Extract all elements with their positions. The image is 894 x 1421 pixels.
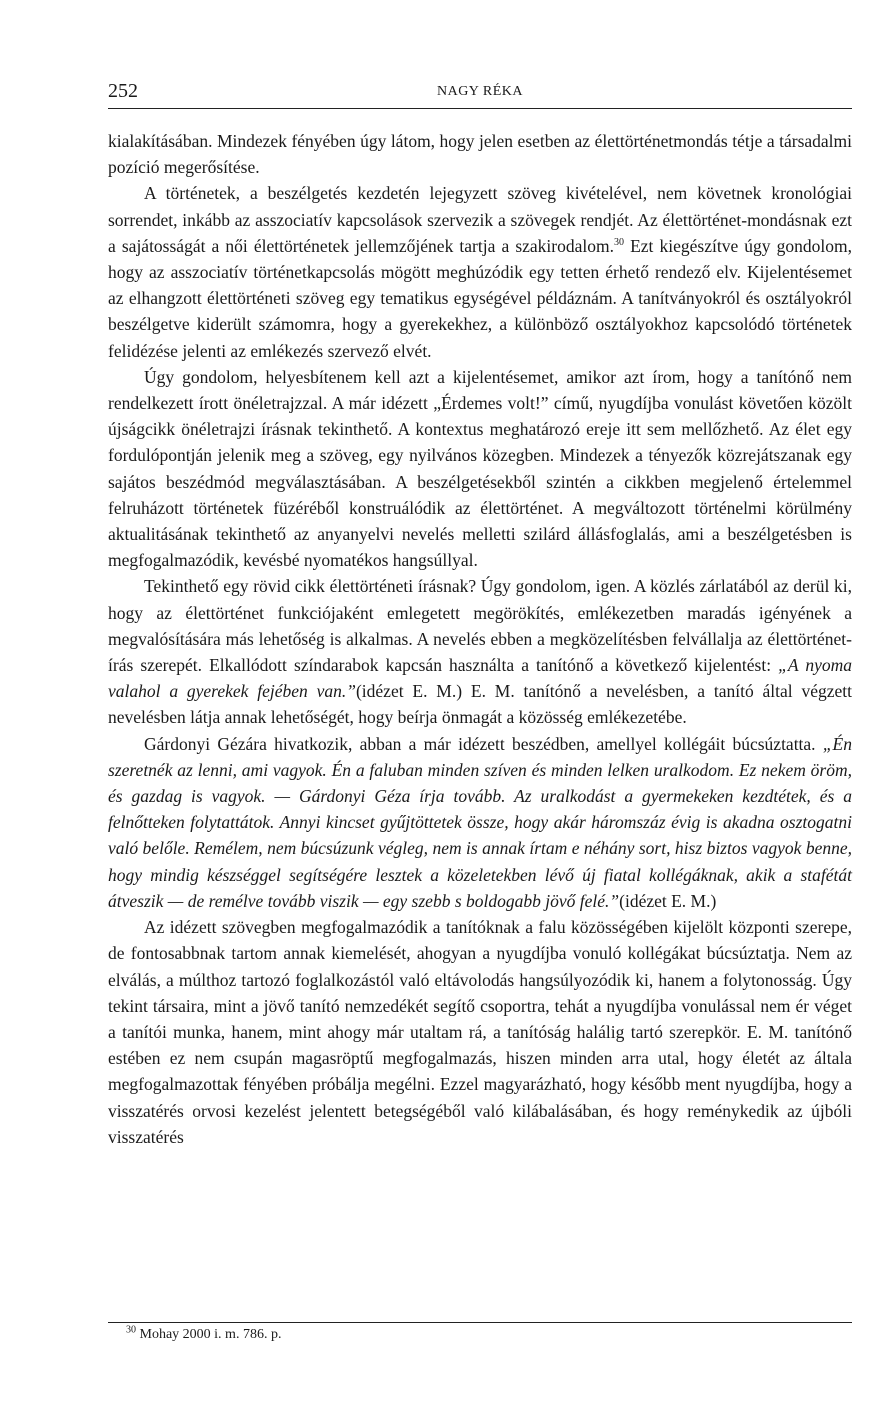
paragraph-1: kialakításában. Mindezek fényében úgy látom, hogy jelen esetben az élettörténetmondás tétje a társadalmi pozíció megerősítése. bbox=[108, 131, 852, 178]
paragraph-2-part-a: A történetek, a beszélgetés kezdetén lejegyzett szöveg kivételével, nem követnek kronológiai sorrendet, inkább az asszociatív kapcsolások szervezik a szövegek rendjét. Az élettörténet-mondásnak ezt a sajátosságát a női élettörténetek jellemzőjének tartja a szakirodalom. bbox=[108, 183, 852, 256]
page-number: 252 bbox=[108, 80, 138, 102]
footnote bbox=[126, 1324, 282, 1343]
footnote-text: Mohay 2000 i. m. 786. p. bbox=[136, 1327, 282, 1342]
paragraph-5-part-a: Gárdonyi Gézára hivatkozik, abban a már idézett beszédben, amellyel kollégáit búcsúztatta. bbox=[144, 733, 823, 754]
page-header bbox=[108, 80, 852, 109]
footnote-ref-30[interactable]: 30 bbox=[613, 236, 624, 248]
paragraph-4 bbox=[108, 573, 852, 730]
footnote-divider bbox=[108, 1322, 852, 1323]
running-title: NAGY RÉKA bbox=[436, 84, 524, 99]
paragraph-4-part-b: (idézet E. M.) E. M. tanítónő a nevelésben, a tanító által végzett nevelésben látja annak lehetőségét, hogy beírja önmagát a közösség emlékezetébe. bbox=[108, 681, 852, 728]
paragraph-5 bbox=[108, 731, 852, 914]
paragraph-5-part-b: (idézet E. M.) bbox=[619, 890, 717, 911]
paragraph-3: Úgy gondolom, helyesbítenem kell azt a kijelentésemet, amikor azt írom, hogy a tanítónő nem rendelkezett írott önéletrajzzal. A már idézett „Érdemes volt!” című, nyugdíjba vonulást követően közölt újságcikk önéletrajzi írásnak tekinthető. A kontextus meghatározó ereje itt sem mellőzhető. Az élet egy fordulópontján jelenik meg a szöveg, egy nyilvános közegben. Mindezek a tényezők közrejátszanak egy sajátos beszédmód megválasztásában. A beszélgetésekből szintén a cikkben megjelenő értelemmel felruházott történetek füzéréből konstruálódik az élettörténet. A megváltozott történelmi körülmény aktualitásának tekinthető az anyanyelvi nevelés melletti szilárd állásfoglalás, ami a beszélgetésben is megfogalmazódik, kevésbé nyomatékos hangsúllyal. bbox=[108, 366, 852, 571]
paragraph-6: Az idézett szövegben megfogalmazódik a tanítóknak a falu közösségében kijelölt központi szerepe, de fontosabbnak tartom annak kiemelését, ahogyan a nyugdíjba vonuló kollégákat búcsúztatja. Nem az elválás, a múlthoz tartozó foglalkozástól való eltávolodás hangsúlyozódik ki, hanem a folytonosság. Úgy tekint társaira, mint a jövő tanító nemzedékét segítő csoportra, tehát a nyugdíjba vonulással nem ér véget a tanítói munka, hanem, mint ahogy már utaltam rá, a tanítóság halálig tartó szerepkör. E. M. tanítónő estében ez nem csupán magasröptű megfogalmazás, hiszen minden arra utal, hogy életét az általa megfogalmazottak fényében próbálja megélni. Ezzel magyarázható, hogy később ment nyugdíjba, hogy a visszatérés orvosi kezelést jelentett betegségéből való kilábalásában, és hogy reménykedik az újbóli visszatérés bbox=[108, 917, 852, 1147]
paragraph-2-part-b: Ezt kiegészítve úgy gondolom, hogy az asszociatív történetkapcsolás mögött meghúzódik egy tetten érhető rendező elv. Kijelentésemet az elhangzott élettörténeti szöveg egy tematikus egységével példáznám. A tanítványokról és osztályokról beszélgetve kiderült számomra, hogy a gyerekekhez, a különböző osztályokhoz kapcsolódó történetek felidézése jelenti az emlékezés szervező elvét. bbox=[108, 235, 852, 361]
paragraph-2 bbox=[108, 180, 852, 363]
body-text bbox=[108, 128, 852, 1150]
paragraph-5-quote: „Én szeretnék az lenni, ami vagyok. Én a faluban minden szíven és minden lelken uralkodom. Ez nekem öröm, és gazdag is vagyok. — Gárdonyi Géza írja tovább. Az uralkodást a gyermekeken kezdtétek, és a felnőtteken folytattátok. Annyi kincset gyűjtöttetek össze, hogy akár háromszáz évig is akadna osztogatni való belőle. Remélem, nem búcsúzunk végleg, nem is annak írtam e néhány sort, hisz biztos vagyok benne, hogy mindig készséggel segítségére lesztek a közeletekben lévő új fiatal kollégáknak, akik a stafétát átveszik — de remélve tovább viszik — egy szebb s boldogabb jövő felé.” bbox=[108, 733, 852, 911]
paragraph-4-part-a: Tekinthető egy rövid cikk élettörténeti írásnak? Úgy gondolom, igen. A közlés zárlatából az derül ki, hogy az élettörténet funkciójaként emlegetett megörökítés, emlékezetben maradás igényének a megvalósítására más lehetőség is alkalmas. A nevelés ebben a megközelítésben felvállalja az élettörténet-írás szerepét. Elkallódott színdarabok kapcsán használta a tanítónő a következő kijelentést: bbox=[108, 576, 852, 676]
paragraph-4-quote: „A nyoma valahol a gyerekek fejében van.” bbox=[108, 655, 852, 702]
footnote-number: 30 bbox=[126, 1324, 136, 1336]
